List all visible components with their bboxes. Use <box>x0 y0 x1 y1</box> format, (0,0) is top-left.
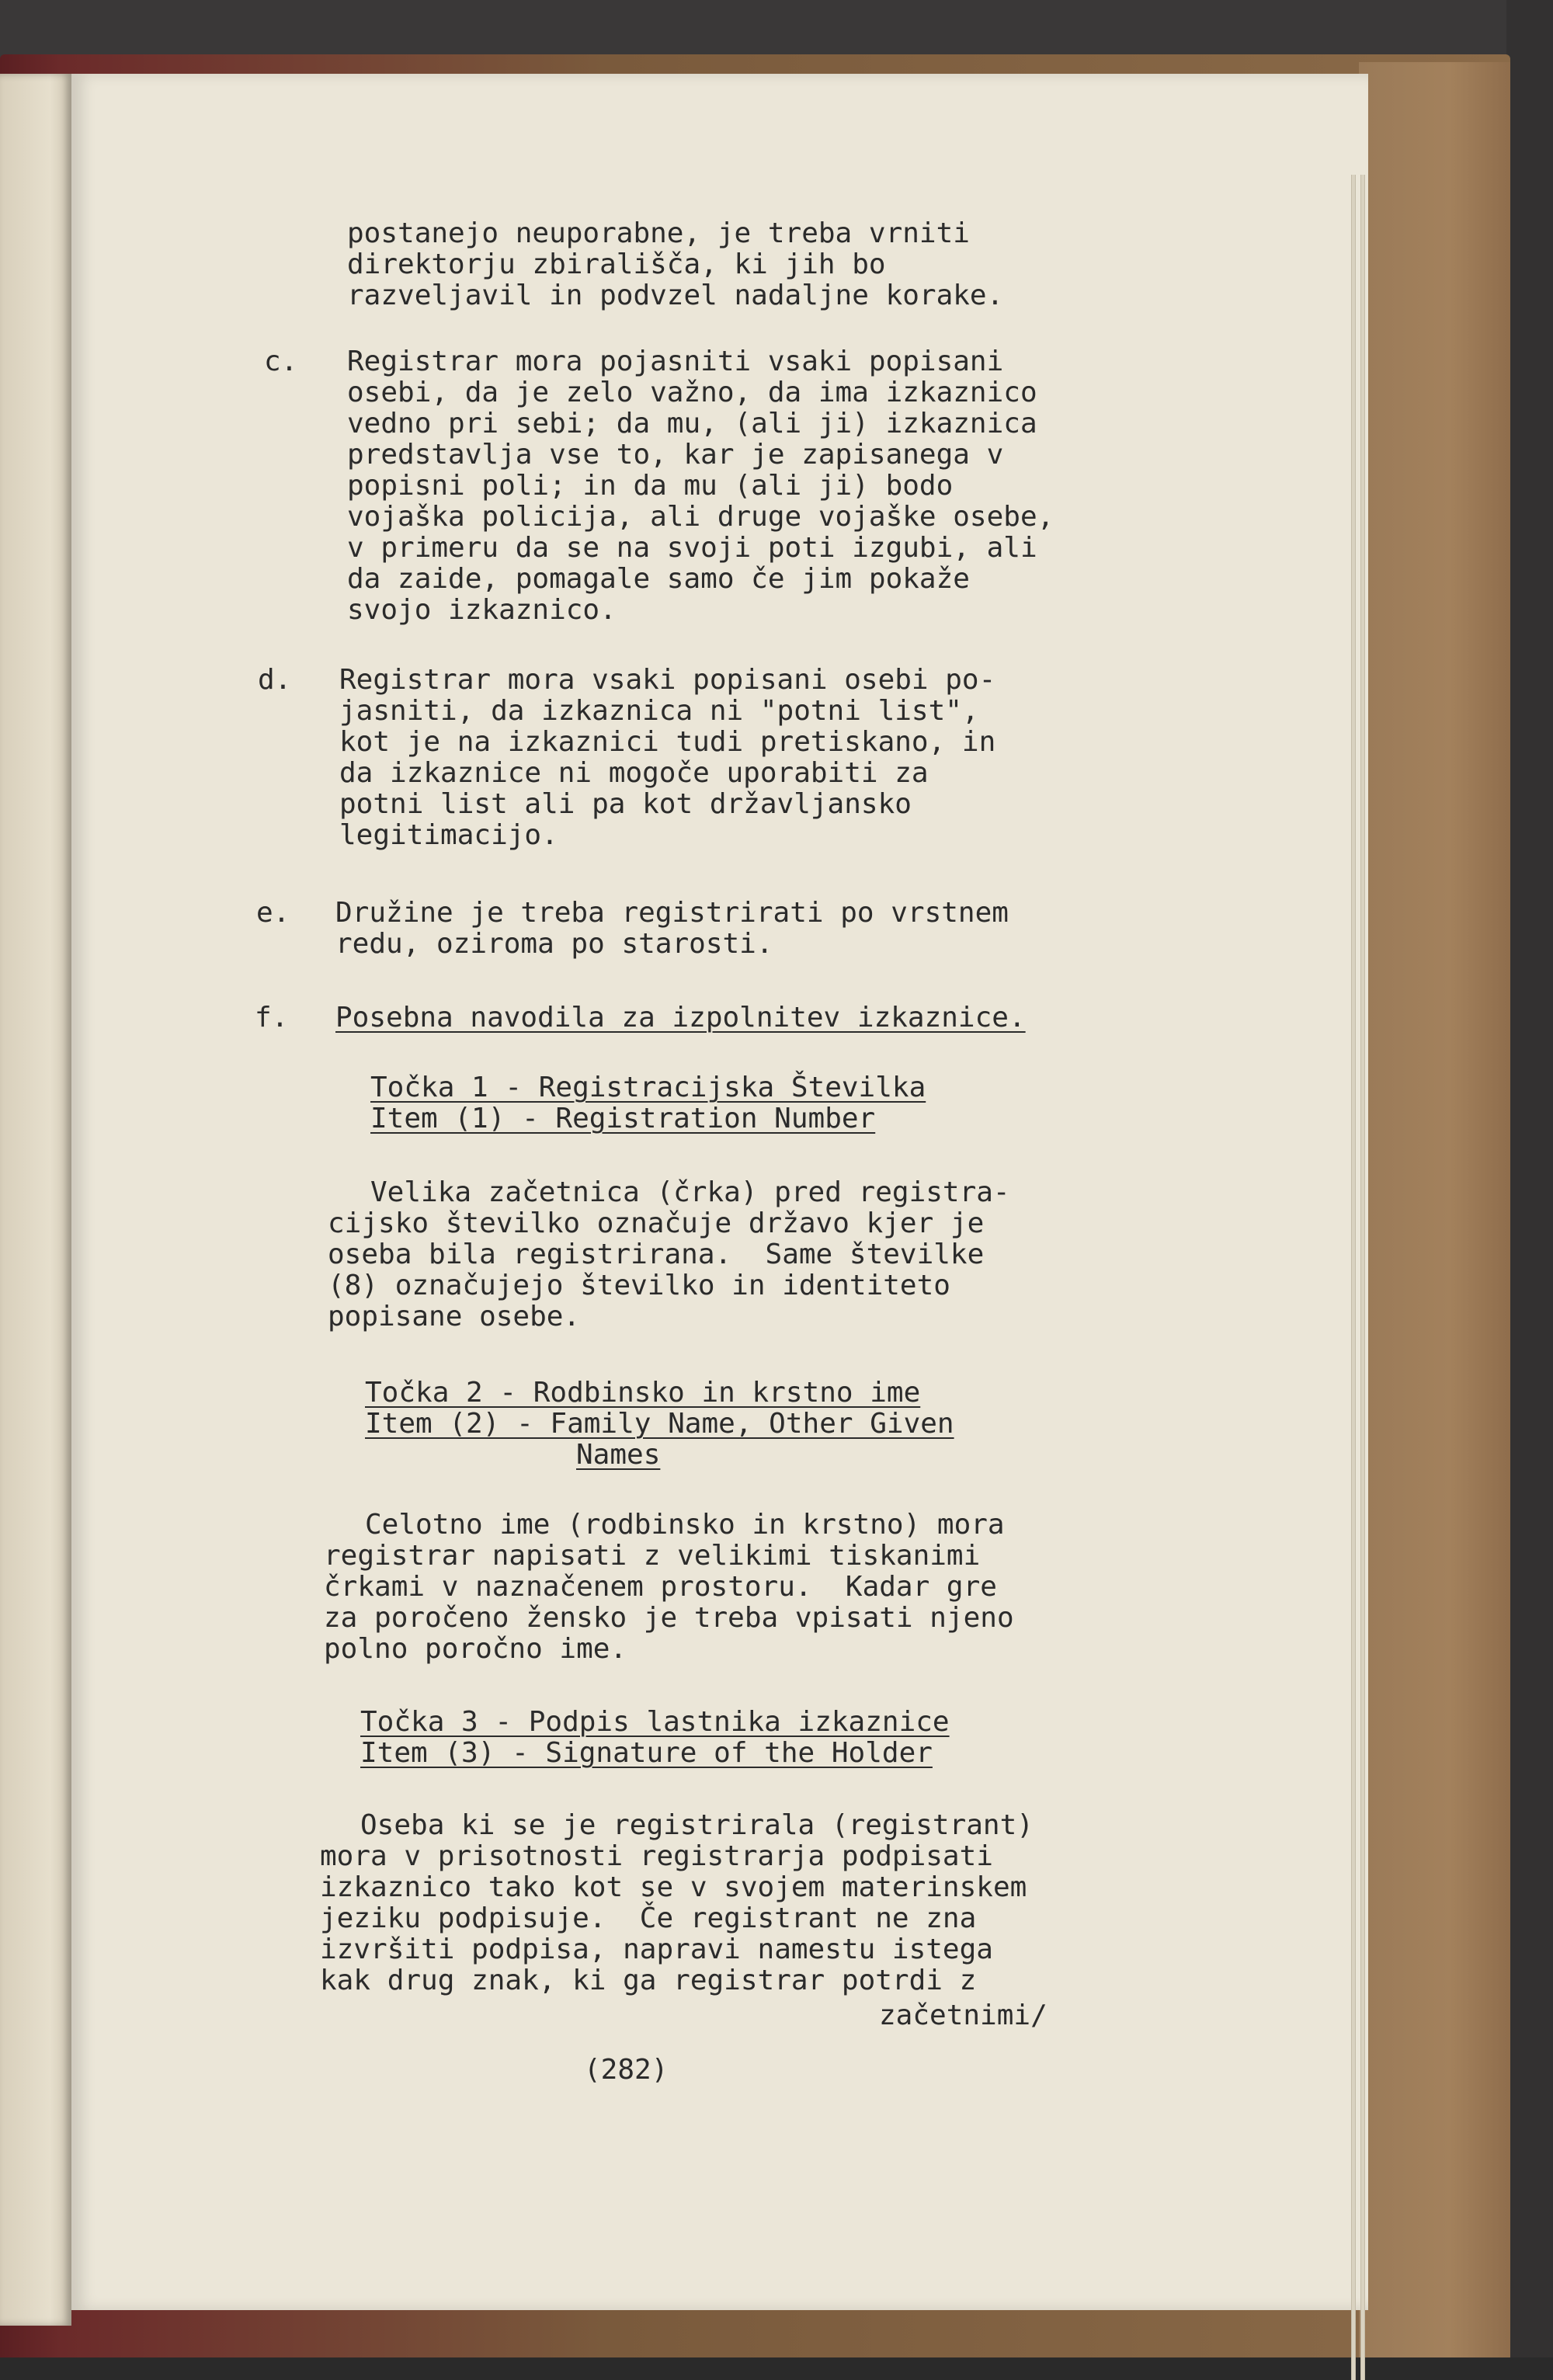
text-line: (8) označujejo številko in identiteto <box>328 1270 950 1301</box>
text-line: popisane osebe. <box>328 1301 581 1332</box>
text-line: Registrar mora pojasniti vsaki popisani <box>347 346 1004 377</box>
text-line: postanejo neuporabne, je treba vrniti <box>347 217 970 249</box>
document-page <box>71 74 1368 2310</box>
text-line: Družine je treba registrirati po vrstnem <box>335 897 1009 929</box>
background-right <box>1506 0 1553 2357</box>
text-line: da izkaznice ni mogoče uporabiti za <box>339 757 929 789</box>
text-line: jeziku podpisuje. Če registrant ne zna <box>320 1902 977 1934</box>
text-line: izkaznico tako kot se v svojem materinskem <box>320 1871 1027 1903</box>
subheading-slovene: Točka 1 - Registracijska Številka <box>370 1072 926 1103</box>
text-line: jasniti, da izkaznica ni "potni list", <box>339 695 979 727</box>
subheading-slovene: Točka 2 - Rodbinsko in krstno ime <box>365 1377 921 1409</box>
text-line: za poročeno žensko je treba vpisati njeno <box>324 1602 1014 1634</box>
text-line: mora v prisotnosti registrarja podpisati <box>320 1840 993 1872</box>
list-marker: f. <box>255 1002 289 1034</box>
text-line: redu, oziroma po starosti. <box>335 928 773 960</box>
text-line: da zaide, pomagale samo če jim pokaže <box>347 563 970 595</box>
text-line: osebi, da je zelo važno, da ima izkaznico <box>347 377 1037 408</box>
subheading-english: Item (3) - Signature of the Holder <box>360 1737 933 1769</box>
text-line: Oseba ki se je registrirala (registrant) <box>360 1809 1034 1841</box>
text-line: potni list ali pa kot državljansko <box>339 788 912 820</box>
text-line: kak drug znak, ki ga registrar potrdi z <box>320 1965 977 1996</box>
subheading-english: Item (2) - Family Name, Other Given <box>365 1408 954 1440</box>
text-line: vedno pri sebi; da mu, (ali ji) izkaznica <box>347 408 1037 440</box>
subheading-slovene: Točka 3 - Podpis lastnika izkaznice <box>360 1706 950 1738</box>
subheading-english-continued: Names <box>576 1439 661 1471</box>
text-line: registrar napisati z velikimi tiskanimi <box>324 1540 981 1572</box>
list-marker: d. <box>258 664 292 696</box>
text-line: Velika začetnica (črka) pred registra- <box>370 1176 1010 1208</box>
list-marker: c. <box>264 346 298 377</box>
text-line: polno poročno ime. <box>324 1633 627 1665</box>
subheading-english: Item (1) - Registration Number <box>370 1103 876 1134</box>
text-line: oseba bila registrirana. Same številke <box>328 1239 985 1270</box>
book-cover-edge <box>1359 62 1510 2357</box>
text-line: razveljavil in podvzel nadaljne korake. <box>347 280 1004 311</box>
text-line: predstavlja vse to, kar je zapisanega v <box>347 439 1004 471</box>
section-heading: Posebna navodila za izpolnitev izkaznice. <box>335 1002 1026 1034</box>
page-number: (282) <box>584 2054 669 2086</box>
text-line: Registrar mora vsaki popisani osebi po- <box>339 664 996 696</box>
text-line-continuation: začetnimi/ <box>879 2000 1047 2031</box>
list-marker: e. <box>256 897 290 929</box>
text-line: v primeru da se na svoji poti izgubi, ali <box>347 532 1037 564</box>
text-line: kot je na izkaznici tudi pretiskano, in <box>339 726 996 758</box>
text-line: direktorju zbirališča, ki jih bo <box>347 248 886 280</box>
text-line: črkami v naznačenem prostoru. Kadar gre <box>324 1571 997 1603</box>
text-line: legitimacijo. <box>339 819 558 851</box>
facing-page-edge <box>0 74 71 2326</box>
text-line: cijsko številko označuje državo kjer je <box>328 1207 985 1239</box>
text-line: vojaška policija, ali druge vojaške osebe, <box>347 501 1054 533</box>
page-text <box>71 74 1368 2310</box>
text-line: svojo izkaznico. <box>347 594 617 626</box>
text-line: popisni poli; in da mu (ali ji) bodo <box>347 470 954 502</box>
text-line: Celotno ime (rodbinsko in krstno) mora <box>365 1509 1005 1541</box>
text-line: izvršiti podpisa, napravi namestu istega <box>320 1934 993 1965</box>
